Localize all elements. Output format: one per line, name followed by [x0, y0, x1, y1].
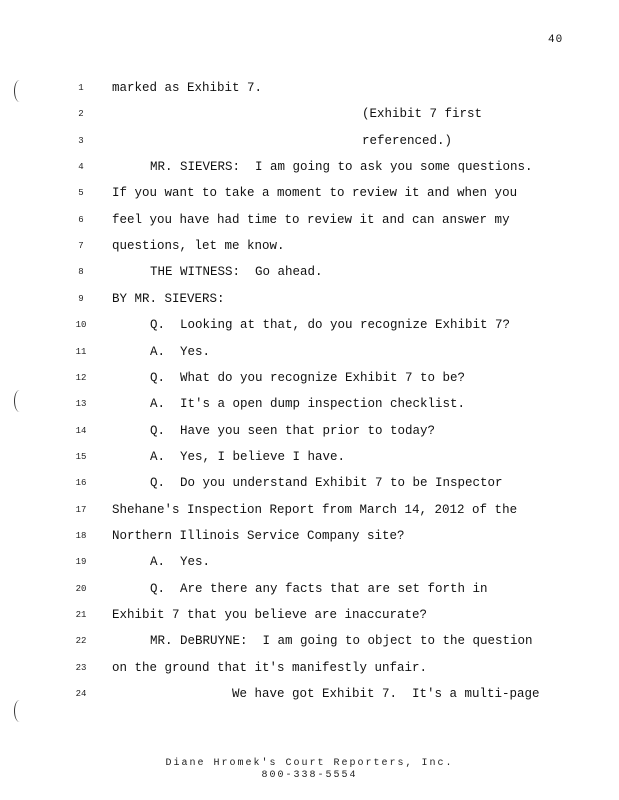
page-number: 40 — [548, 34, 564, 46]
footer-phone: 800-338-5554 — [261, 770, 358, 781]
transcript-line — [0, 552, 619, 572]
line-text: feel you have had time to review it and can answer my — [112, 212, 510, 227]
line-number: 20 — [75, 583, 87, 594]
line-text: questions, let me know. — [112, 239, 285, 254]
transcript-line — [0, 579, 619, 599]
line-text: THE WITNESS: Go ahead. — [150, 265, 323, 280]
line-number: 8 — [78, 267, 84, 278]
transcript-line — [0, 104, 619, 124]
line-text: We have got Exhibit 7. It's a multi-page — [232, 687, 540, 702]
line-text: If you want to take a moment to review it and when you — [112, 186, 518, 201]
line-text: MR. SIEVERS: I am going to ask you some questions. — [150, 160, 533, 175]
line-number: 9 — [78, 293, 84, 304]
line-number: 23 — [75, 662, 87, 673]
transcript-line — [0, 658, 619, 678]
transcript-line — [0, 605, 619, 625]
line-number: 16 — [75, 478, 87, 489]
line-text: (Exhibit 7 first — [362, 107, 483, 122]
line-text: MR. DeBRUYNE: I am going to object to the question — [150, 634, 533, 649]
line-text: Q. Are there any facts that are set forth in — [150, 581, 488, 596]
transcript-line — [0, 78, 619, 98]
line-text: Shehane's Inspection Report from March 14, 2012 of the — [112, 502, 518, 517]
line-number: 6 — [78, 214, 84, 225]
line-text: A. It's a open dump inspection checklist. — [150, 397, 466, 412]
line-number: 19 — [75, 557, 87, 568]
line-text: marked as Exhibit 7. — [112, 81, 263, 95]
line-number: 13 — [75, 399, 87, 410]
transcript-line — [0, 210, 619, 230]
transcript-line — [0, 368, 619, 388]
line-text: A. Yes. — [150, 344, 211, 359]
transcript-line — [0, 157, 619, 177]
line-text: Q. Have you seen that prior to today? — [150, 423, 436, 438]
line-text: referenced.) — [362, 133, 453, 148]
line-text: A. Yes. — [150, 555, 211, 570]
line-number: 10 — [75, 320, 87, 331]
line-number: 24 — [75, 689, 87, 700]
line-text: Q. Do you understand Exhibit 7 to be Inspector — [150, 476, 503, 491]
line-text: BY MR. SIEVERS: — [112, 291, 225, 306]
transcript-line — [0, 183, 619, 203]
line-text: Q. What do you recognize Exhibit 7 to be? — [150, 370, 466, 385]
transcript-line — [0, 236, 619, 256]
line-number: 22 — [75, 636, 87, 647]
transcript-line — [0, 500, 619, 520]
line-text: A. Yes, I believe I have. — [150, 449, 346, 464]
line-text: on the ground that it's manifestly unfair. — [112, 660, 428, 675]
line-text: Exhibit 7 that you believe are inaccurate? — [112, 608, 428, 622]
transcript-line — [0, 631, 619, 651]
line-number: 15 — [75, 451, 87, 462]
transcript-line — [0, 342, 619, 362]
transcript-line — [0, 473, 619, 493]
line-number: 2 — [78, 109, 84, 120]
line-number: 5 — [78, 188, 84, 199]
transcript-line — [0, 262, 619, 282]
line-number: 7 — [78, 241, 84, 252]
footer-reporter-name: Diane Hromek's Court Reporters, Inc. — [165, 758, 454, 769]
transcript-line — [0, 131, 619, 151]
line-number: 14 — [75, 425, 87, 436]
transcript-line — [0, 447, 619, 467]
transcript-line — [0, 526, 619, 546]
line-text: Q. Looking at that, do you recognize Exhibit 7? — [150, 318, 511, 333]
line-number: 4 — [78, 162, 84, 173]
transcript-line — [0, 394, 619, 414]
line-number: 3 — [78, 135, 84, 146]
line-text: Northern Illinois Service Company site? — [112, 528, 405, 543]
line-number: 18 — [75, 530, 87, 541]
transcript-line — [0, 684, 619, 704]
line-number: 21 — [75, 610, 87, 620]
transcript-line — [0, 315, 619, 335]
line-number: 11 — [75, 346, 87, 357]
line-number: 17 — [75, 504, 87, 515]
line-number: 1 — [78, 83, 84, 93]
line-number: 12 — [75, 372, 87, 383]
transcript-line — [0, 289, 619, 309]
transcript-line — [0, 421, 619, 441]
